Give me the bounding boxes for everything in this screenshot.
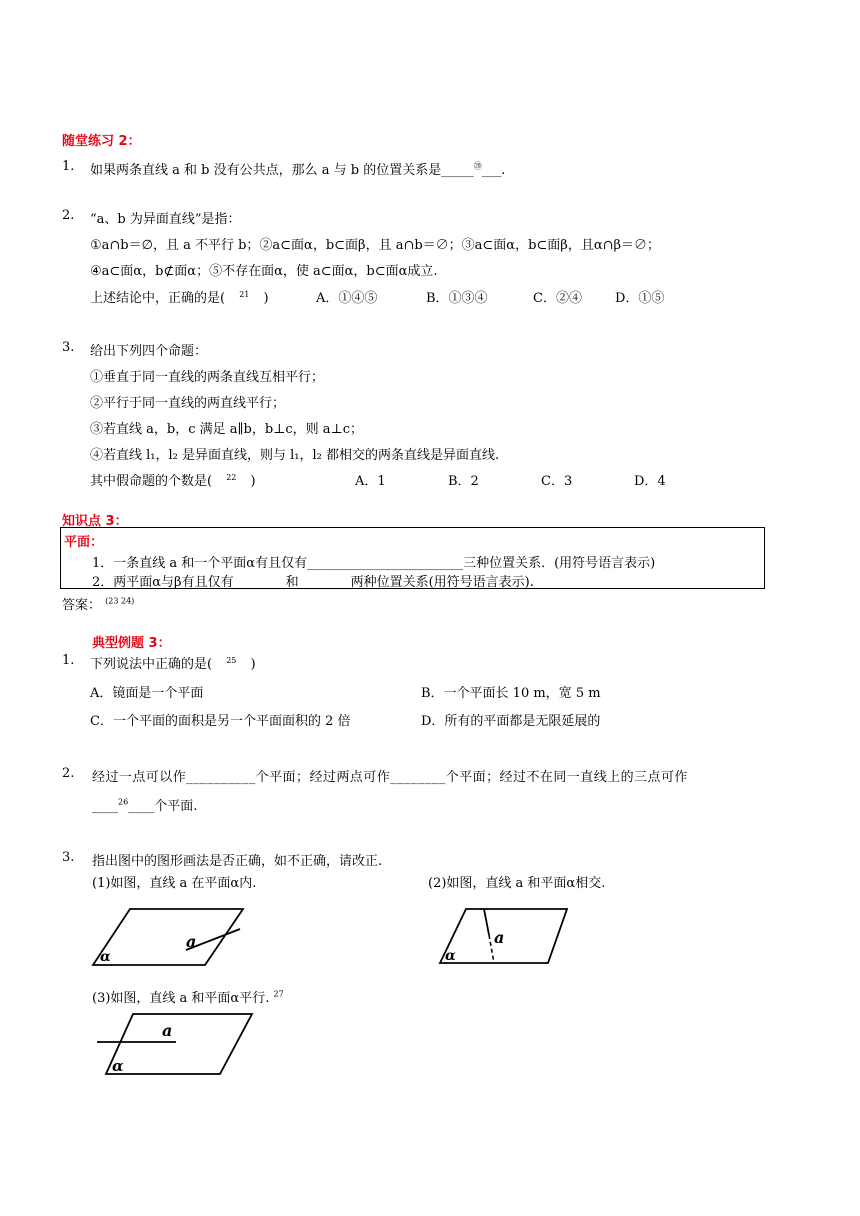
figure-2-plane-line [436, 905, 571, 967]
section-heading-practice: 随堂练习 2： [62, 134, 141, 149]
answer-marker: 25 [226, 655, 237, 665]
option-a: A．1 [355, 474, 386, 489]
ask-text: 其中假命题的个数是( [90, 474, 213, 489]
question-number: 1. [62, 653, 75, 668]
question-intro: “a、b 为异面直线”是指： [90, 212, 241, 227]
option-d: D．①⑤ [615, 291, 665, 306]
figure-caption-3 [92, 987, 284, 1006]
answer-marker: 21 [239, 289, 250, 299]
question-tail: ____个平面. [128, 799, 198, 814]
ask-close: ) [250, 657, 256, 672]
label-alpha: α [445, 948, 456, 964]
question-text [90, 159, 505, 178]
blank: ____ [92, 799, 118, 814]
figure-caption-2: (2)如图，直线 a 和平面α相交. [428, 876, 606, 891]
answer-label: 答案： [62, 598, 102, 613]
answer-marker: 26 [118, 797, 129, 807]
figure-3-plane-line [94, 1011, 256, 1077]
question-line: ①a∩b＝∅，且 a 不平行 b；②a⊂面α，b⊂面β，且 a∩b＝∅；③a⊂面α，b⊂面β，且α∩β＝∅； [90, 238, 661, 253]
question-number: 1. [62, 159, 75, 174]
question-line [92, 795, 197, 814]
proposition: ①垂直于同一直线的两条直线互相平行； [90, 370, 325, 385]
ask-text: 下列说法中正确的是( [90, 657, 213, 672]
proposition: ④若直线 l₁，l₂ 是异面直线，则与 l₁，l₂ 都相交的两条直线是异面直线. [90, 448, 500, 463]
proposition: ③若直线 a，b，c 满足 a∥b，b⊥c，则 a⊥c； [90, 422, 364, 437]
question-ask [90, 470, 256, 489]
question-line: 经过一点可以作__________个平面；经过两点可作________个平面；经过不在同一直线上的三点可作 [92, 770, 688, 785]
question-number: 2. [62, 208, 75, 223]
ask-close: ) [250, 474, 256, 489]
answer-marker: 27 [273, 989, 284, 999]
option-d: D．所有的平面都是无限延展的 [421, 714, 601, 729]
figure-caption-1: (1)如图，直线 a 在平面α内. [92, 876, 257, 891]
ask-close: ) [263, 291, 269, 306]
option-a: A．镜面是一个平面 [90, 686, 204, 701]
question-line: ④a⊂面α，b⊄面α；⑤不存在面α，使 a⊂面α，b⊂面α成立. [90, 264, 438, 279]
option-d: D．4 [634, 474, 666, 489]
answer-row [62, 594, 134, 613]
question-number: 3. [62, 340, 75, 355]
option-c: C．②④ [533, 291, 582, 306]
knowledge-line: 2．两平面α与β有且仅有________和________两种位置关系(用符号语言表示). [92, 575, 534, 590]
answer-marker: 22 [226, 472, 237, 482]
label-a: a [186, 932, 197, 951]
option-c: C．3 [541, 474, 573, 489]
option-b: B．2 [448, 474, 479, 489]
question-number: 2. [62, 766, 75, 781]
answer-marker: ⑳ [473, 161, 482, 171]
question-ask [90, 653, 256, 672]
section-heading-examples: 典型例题 3： [92, 636, 171, 651]
box-title: 平面： [64, 535, 104, 550]
proposition: ②平行于同一直线的两直线平行； [90, 396, 286, 411]
caption-text: (3)如图，直线 a 和平面α平行. [92, 991, 270, 1006]
question-body: 如果两条直线 a 和 b 没有公共点，那么 a 与 b 的位置关系是_____ [90, 163, 474, 178]
option-b: B．一个平面长 10 m，宽 5 m [421, 686, 601, 701]
figure-1-plane-line [90, 905, 250, 970]
ask-text: 上述结论中，正确的是( [90, 291, 226, 306]
label-alpha: α [100, 949, 111, 965]
label-a: a [494, 928, 505, 947]
label-alpha: α [112, 1057, 124, 1075]
section-heading-knowledge: 知识点 3： [62, 514, 128, 529]
question-intro: 给出下列四个命题： [90, 344, 208, 359]
answer-markers: (23 24) [105, 596, 135, 606]
option-a: A．①④⑤ [316, 291, 378, 306]
question-number: 3. [62, 850, 75, 865]
question-intro: 指出图中的图形画法是否正确，如不正确，请改正. [92, 854, 383, 869]
knowledge-line: 1．一条直线 a 和一个平面α有且仅有________________________三种位置关系．(用符号语言表示) [92, 556, 656, 571]
question-ask [90, 287, 269, 306]
question-tail: ___. [481, 163, 506, 178]
label-a: a [162, 1021, 173, 1040]
option-c: C．一个平面的面积是另一个平面面积的 2 倍 [90, 714, 351, 729]
option-b: B．①③④ [426, 291, 488, 306]
